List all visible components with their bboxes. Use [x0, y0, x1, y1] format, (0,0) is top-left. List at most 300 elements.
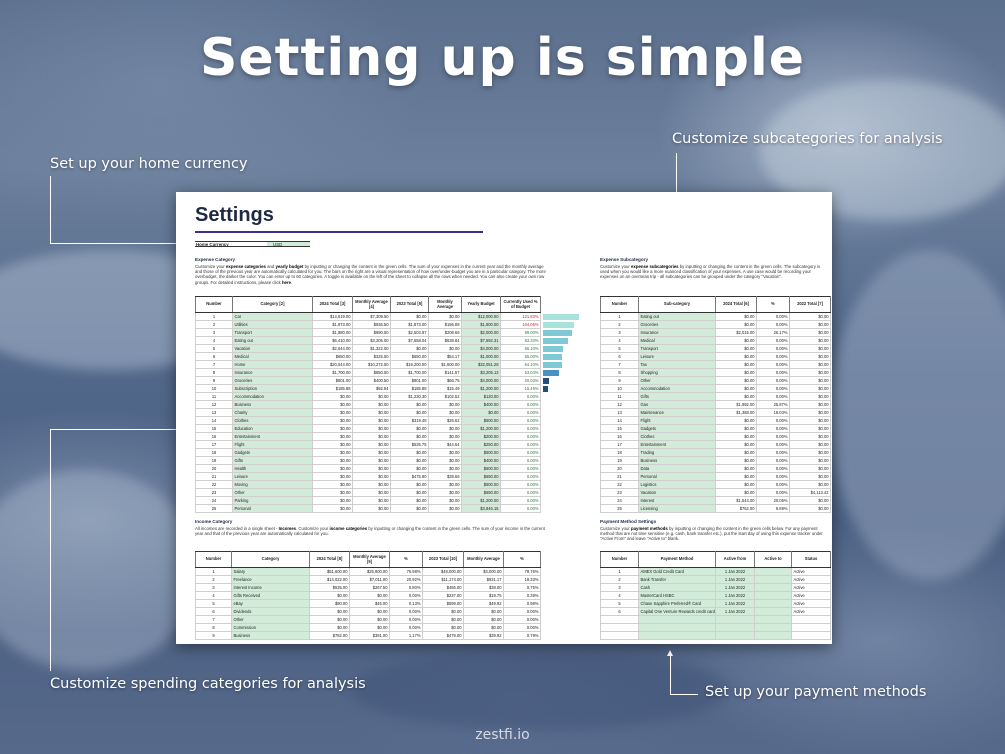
table-cell: 1.17%	[390, 632, 423, 640]
connector-line	[50, 243, 180, 244]
editable-cell[interactable]	[755, 584, 792, 592]
table-cell: $0.00	[313, 473, 353, 481]
editable-cell[interactable]: $500.00	[462, 449, 501, 457]
table-row	[601, 481, 831, 489]
table-cell: $0.00	[716, 417, 757, 425]
table-row	[196, 433, 541, 441]
editable-cell[interactable]: Flight	[639, 417, 716, 425]
editable-cell[interactable]: $120.00	[462, 393, 501, 401]
table-cell: $319.48	[391, 417, 429, 425]
table-row	[196, 385, 541, 393]
editable-cell[interactable]: Interest Income	[232, 584, 310, 592]
editable-cell[interactable]: Car	[233, 313, 313, 321]
editable-cell[interactable]: $3,205.13	[462, 369, 501, 377]
table-cell: 0.00%	[757, 353, 790, 361]
editable-cell[interactable]: Transport	[639, 345, 716, 353]
editable-cell[interactable]: Dividends	[232, 608, 310, 616]
editable-cell[interactable]: Personal	[233, 505, 313, 513]
editable-cell[interactable]	[755, 576, 792, 584]
table-cell: 6	[196, 353, 233, 361]
table-cell: Active	[792, 600, 831, 608]
table-cell: $0.00	[790, 473, 831, 481]
table-cell: $0.00	[391, 457, 429, 465]
connector-line	[50, 176, 51, 243]
description-text: Customize your	[600, 526, 632, 531]
table-row	[196, 401, 541, 409]
editable-cell[interactable]: Insurance	[639, 329, 716, 337]
editable-cell[interactable]: $0.00	[462, 409, 501, 417]
table-row	[196, 505, 541, 513]
editable-cell[interactable]: Personal	[639, 473, 716, 481]
table-cell: 20.92%	[390, 576, 423, 584]
table-cell: $19,200.00	[391, 361, 429, 369]
column-header: Number	[196, 297, 233, 313]
editable-cell[interactable]: Home	[233, 361, 313, 369]
editable-cell[interactable]: Education	[233, 425, 313, 433]
editable-cell[interactable]: Accommodation	[233, 393, 313, 401]
editable-cell[interactable]: Other	[233, 489, 313, 497]
editable-cell[interactable]: Clothes	[233, 417, 313, 425]
editable-cell[interactable]: Subscription	[233, 385, 313, 393]
column-header: Monthly Average [9]	[350, 552, 390, 568]
table-row	[601, 592, 831, 600]
table-cell: 23	[196, 489, 233, 497]
table-row	[196, 481, 541, 489]
table-cell: 0.00%	[501, 481, 541, 489]
table-cell: $0.00	[353, 497, 391, 505]
table-cell: $0.00	[391, 505, 429, 513]
table-cell: $45.00	[350, 600, 390, 608]
table-cell: $267.50	[350, 584, 390, 592]
table-cell: $0.00	[716, 377, 757, 385]
table-row	[196, 600, 541, 608]
editable-cell[interactable]: Gifts Received	[232, 592, 310, 600]
editable-cell[interactable]: Eating out	[639, 313, 716, 321]
editable-cell[interactable]: Flight	[233, 441, 313, 449]
table-cell: $0.00	[310, 616, 350, 624]
table-cell: $0.00	[716, 361, 757, 369]
editable-cell[interactable]: eBay	[232, 600, 310, 608]
editable-cell[interactable]: Clothes	[639, 433, 716, 441]
table-cell: $650.00	[391, 353, 429, 361]
editable-cell[interactable]: $7,692.31	[462, 337, 501, 345]
column-header: Payment Method	[639, 552, 716, 568]
table-cell: $0.00	[790, 409, 831, 417]
table-row	[601, 449, 831, 457]
table-cell: $0.00	[353, 393, 391, 401]
table-cell: 18.33%	[504, 576, 541, 584]
table-cell: 0.00%	[757, 385, 790, 393]
table-cell: $0.00	[350, 608, 390, 616]
column-header: 2024 Total [6]	[716, 297, 757, 313]
editable-cell[interactable]: Logistics	[639, 481, 716, 489]
table-cell: $38.00	[464, 584, 504, 592]
description-text: Customize your	[600, 264, 632, 269]
description-text: income categories	[329, 526, 368, 531]
table-cell: 1	[196, 313, 233, 321]
editable-cell[interactable]: Gas	[639, 401, 716, 409]
table-row	[196, 377, 541, 385]
editable-cell[interactable]: $400.00	[462, 457, 501, 465]
table-cell: $39.92	[464, 632, 504, 640]
editable-cell[interactable]	[601, 632, 639, 640]
table-cell: 0.75%	[504, 584, 541, 592]
editable-cell[interactable]: $650.00	[462, 489, 501, 497]
table-row	[196, 568, 541, 576]
column-header: Currently Used % of Budget	[501, 297, 541, 313]
editable-cell[interactable]: Trading	[639, 449, 716, 457]
table-cell: $391.00	[350, 632, 390, 640]
table-cell: $0.00	[716, 337, 757, 345]
table-cell: $0.00	[313, 425, 353, 433]
table-cell: $0.00	[350, 592, 390, 600]
table-cell: $801.00	[313, 377, 353, 385]
editable-cell[interactable]: Charity	[233, 409, 313, 417]
budget-bar	[543, 378, 549, 384]
home-currency-input[interactable]: USD	[267, 241, 310, 247]
table-cell: 0.00%	[757, 369, 790, 377]
table-cell: $0.00	[790, 369, 831, 377]
editable-cell[interactable]	[639, 632, 716, 640]
editable-cell[interactable]	[716, 624, 755, 632]
editable-cell[interactable]: Vacation	[233, 345, 313, 353]
table-row	[196, 608, 541, 616]
editable-cell[interactable]: Tax	[639, 361, 716, 369]
table-cell: 0.98%	[504, 600, 541, 608]
table-row	[601, 576, 831, 584]
settings-sheet	[176, 192, 832, 644]
editable-cell[interactable]: Other	[232, 616, 310, 624]
table-cell: 78.76%	[504, 568, 541, 576]
table-cell: $208.66	[429, 329, 462, 337]
editable-cell[interactable]	[755, 616, 792, 624]
editable-cell[interactable]: Gifts	[639, 393, 716, 401]
editable-cell[interactable]: Utilities	[233, 321, 313, 329]
editable-cell[interactable]: Data	[639, 465, 716, 473]
table-cell: $44.64	[429, 441, 462, 449]
table-cell: $0.00	[464, 608, 504, 616]
table-cell: 0.00%	[757, 361, 790, 369]
table-cell: Active	[792, 584, 831, 592]
table-cell: 0.00%	[501, 409, 541, 417]
table-cell: $0.00	[429, 465, 462, 473]
editable-cell[interactable]: $3,846.15	[462, 505, 501, 513]
table-row	[196, 329, 541, 337]
table-row	[601, 632, 831, 640]
editable-cell[interactable]	[755, 568, 792, 576]
table-cell: $0.00	[429, 505, 462, 513]
table-cell: $0.00	[353, 457, 391, 465]
editable-cell[interactable]: Other	[639, 377, 716, 385]
table-row	[601, 624, 831, 632]
table-cell: $650.00	[313, 353, 353, 361]
editable-cell[interactable]: $4,000.00	[462, 377, 501, 385]
table-cell: $1,600.00	[429, 361, 462, 369]
editable-cell[interactable]	[755, 632, 792, 640]
table-cell: $0.00	[790, 353, 831, 361]
table-cell: $0.00	[790, 385, 831, 393]
table-cell: 0.00%	[757, 433, 790, 441]
table-cell: 15.49%	[501, 385, 541, 393]
editable-cell[interactable]: $250.00	[462, 441, 501, 449]
editable-cell[interactable]	[755, 592, 792, 600]
editable-cell[interactable]: Groceries	[233, 377, 313, 385]
editable-cell[interactable]: Vacation	[639, 489, 716, 497]
table-cell: 66.10%	[501, 345, 541, 353]
editable-cell[interactable]	[755, 600, 792, 608]
editable-cell[interactable]: Insurance	[233, 369, 313, 377]
editable-cell[interactable]	[792, 624, 831, 632]
table-cell: $0.00	[464, 616, 504, 624]
editable-cell[interactable]	[755, 608, 792, 616]
editable-cell[interactable]	[601, 616, 639, 624]
table-cell: $10,272.00	[353, 361, 391, 369]
editable-cell[interactable]: $2,000.00	[462, 329, 501, 337]
budget-bar	[543, 322, 574, 328]
editable-cell[interactable]: Chase Sapphire Preferred® Card	[639, 600, 716, 608]
editable-cell[interactable]	[792, 616, 831, 624]
table-cell: $0.00	[391, 489, 429, 497]
editable-cell[interactable]: Maintenance	[639, 409, 716, 417]
editable-cell[interactable]	[716, 632, 755, 640]
description-text: by inputting or changing the content in the green cells below. For any payment method that are not time sensitive (e.g. cash, bank transfer etc.), put the start day of using this expense tracker under "Active From" and leave "Active to" blank.	[600, 526, 823, 542]
table-cell: 2	[196, 576, 232, 584]
editable-cell[interactable]: Business	[639, 457, 716, 465]
table-cell: 6	[196, 608, 232, 616]
table-cell: $0.00	[716, 321, 757, 329]
editable-cell[interactable]: $12,000.00	[462, 313, 501, 321]
editable-cell[interactable]: $400.00	[462, 401, 501, 409]
table-row	[601, 568, 831, 576]
column-header: %	[504, 552, 541, 568]
editable-cell[interactable]: Cash	[639, 584, 716, 592]
table-cell: $535.00	[310, 584, 350, 592]
editable-cell[interactable]: Medical	[233, 353, 313, 361]
income-heading: Income Category	[195, 519, 233, 524]
table-row	[601, 393, 831, 401]
description-text: by inputting or changing the content in the green cells. The sum of your expenses in the current year and the monthly average and those of the previous year are automatically calculated for you. The bars on the right are a visual representation of how over/under-budget you are in a particular category. The more overbudget, the darker the color. You can enter up to 60 categories. A toggle is available on the left of the sheet to collapse all the rows when needed. You can also create your own row groups. For detailed instructions, please click	[195, 264, 546, 285]
table-cell: 14	[196, 417, 233, 425]
table-cell: $66.75	[429, 377, 462, 385]
table-row	[196, 441, 541, 449]
table-cell: $0.00	[353, 505, 391, 513]
editable-cell[interactable]: AMEX Gold Credit Card	[639, 568, 716, 576]
table-cell: $0.00	[353, 417, 391, 425]
table-cell: 121.83%	[501, 313, 541, 321]
editable-cell[interactable]: Business	[233, 401, 313, 409]
editable-cell[interactable]: $200.00	[462, 433, 501, 441]
table-cell: $0.00	[391, 409, 429, 417]
table-cell: $14,022.00	[310, 576, 350, 584]
editable-cell[interactable]: 1 Jan 2022	[716, 608, 755, 616]
table-cell: $51,600.00	[310, 568, 350, 576]
editable-cell[interactable]: Eating out	[233, 337, 313, 345]
editable-cell[interactable]: Gadgets	[639, 425, 716, 433]
table-cell: $0.00	[391, 481, 429, 489]
table-cell: $141.67	[429, 369, 462, 377]
table-row	[196, 584, 541, 592]
table-cell: $0.00	[429, 345, 462, 353]
table-row	[601, 321, 831, 329]
table-cell: 17	[196, 441, 233, 449]
editable-cell[interactable]: $600.00	[462, 465, 501, 473]
editable-cell[interactable]: $4,000.00	[462, 345, 501, 353]
table-cell: $535.75	[391, 441, 429, 449]
editable-cell[interactable]: $500.00	[462, 481, 501, 489]
editable-cell[interactable]: Medical	[639, 337, 716, 345]
table-cell: 0.00%	[501, 457, 541, 465]
editable-cell[interactable]: $1,200.00	[462, 385, 501, 393]
table-cell: 19	[601, 457, 639, 465]
table-cell: $599.00	[423, 600, 464, 608]
editable-cell[interactable]: 1 Jan 2022	[716, 584, 755, 592]
table-cell: 8	[196, 624, 232, 632]
table-cell: $0.00	[313, 457, 353, 465]
budget-bar	[543, 314, 579, 320]
table-cell: 15	[196, 425, 233, 433]
table-cell: $0.00	[716, 345, 757, 353]
table-cell: 0.00%	[501, 433, 541, 441]
editable-cell[interactable]	[792, 632, 831, 640]
payment-description	[600, 526, 828, 542]
editable-cell[interactable]: 1 Jan 2022	[716, 600, 755, 608]
editable-cell[interactable]: Entertainment	[233, 433, 313, 441]
editable-cell[interactable]: Salary	[232, 568, 310, 576]
table-cell: $0.00	[790, 441, 831, 449]
table-cell: 22	[601, 481, 639, 489]
table-row	[601, 441, 831, 449]
table-cell: $936.50	[353, 321, 391, 329]
table-cell: $54.17	[429, 353, 462, 361]
table-cell: $0.00	[353, 433, 391, 441]
editable-cell[interactable]: Freelance	[232, 576, 310, 584]
subcategory-heading: Expense Subcategory	[600, 257, 648, 262]
table-cell: $185.88	[313, 385, 353, 393]
editable-cell[interactable]: Groceries	[639, 321, 716, 329]
home-currency-label: Home Currency	[195, 241, 267, 247]
table-row	[601, 497, 831, 505]
table-cell: $1,992.00	[716, 401, 757, 409]
table-cell: 10	[601, 385, 639, 393]
column-header: Monthly Average	[429, 297, 462, 313]
editable-cell[interactable]: Commission	[232, 624, 310, 632]
table-cell: 0.79%	[504, 632, 541, 640]
table-cell: $14,619.00	[313, 313, 353, 321]
table-cell: 0.00%	[501, 401, 541, 409]
table-cell: $0.00	[313, 505, 353, 513]
table-cell: $0.00	[313, 401, 353, 409]
editable-cell[interactable]	[716, 616, 755, 624]
column-header: Status	[792, 552, 831, 568]
table-cell: 24	[196, 497, 233, 505]
editable-cell[interactable]: Entertainment	[639, 441, 716, 449]
table-row	[196, 489, 541, 497]
table-row	[196, 632, 541, 640]
table-cell: $0.00	[716, 425, 757, 433]
table-row	[601, 473, 831, 481]
table-cell: $237.00	[423, 592, 464, 600]
table-cell: 5	[196, 345, 233, 353]
editable-cell[interactable]: Gadgets	[233, 449, 313, 457]
editable-cell[interactable]: 1 Jan 2022	[716, 576, 755, 584]
editable-cell[interactable]	[755, 624, 792, 632]
table-cell: 23	[601, 489, 639, 497]
editable-cell[interactable]: Moving	[233, 481, 313, 489]
table-cell: $0.00	[313, 489, 353, 497]
editable-cell[interactable]: 1 Jan 2022	[716, 568, 755, 576]
editable-cell[interactable]: Capital One Venture Rewards credit card	[640, 609, 715, 614]
table-cell: 6	[601, 608, 639, 616]
table-cell: 16	[196, 433, 233, 441]
editable-cell[interactable]	[639, 624, 716, 632]
table-cell: $0.00	[313, 409, 353, 417]
editable-cell[interactable]: $650.00	[462, 473, 501, 481]
table-cell: $0.00	[391, 425, 429, 433]
editable-cell[interactable]: Licensing	[639, 505, 716, 513]
editable-cell[interactable]: $500.00	[462, 417, 501, 425]
editable-cell[interactable]: Leisure	[233, 473, 313, 481]
table-cell: 3	[601, 584, 639, 592]
title-underline	[195, 231, 483, 233]
editable-cell[interactable]: $1,800.00	[462, 321, 501, 329]
callout-currency: Set up your home currency	[50, 156, 248, 172]
table-cell: 1	[601, 568, 639, 576]
table-cell: $0.00	[350, 624, 390, 632]
editable-cell[interactable]: $32,051.28	[462, 361, 501, 369]
expense-heading: Expense Category	[195, 257, 236, 262]
editable-cell[interactable]: 1 Jan 2022	[716, 592, 755, 600]
editable-cell[interactable]: $1,200.00	[462, 425, 501, 433]
table-cell: 5	[601, 600, 639, 608]
table-row	[601, 337, 831, 345]
table-cell: $479.00	[423, 632, 464, 640]
editable-cell[interactable]: Health	[233, 465, 313, 473]
table-row	[196, 449, 541, 457]
table-cell: 104.06%	[501, 321, 541, 329]
connector-line	[670, 694, 698, 695]
table-cell: $3,205.00	[353, 337, 391, 345]
table-cell: $20,544.00	[313, 361, 353, 369]
table-row	[601, 616, 831, 624]
budget-bar	[543, 354, 562, 360]
table-cell: $801.00	[391, 377, 429, 385]
table-cell: $19.75	[464, 592, 504, 600]
table-cell: $39.66	[429, 473, 462, 481]
editable-cell[interactable]: Gifts	[233, 457, 313, 465]
editable-cell[interactable]: Business	[232, 632, 310, 640]
editable-cell[interactable]	[639, 616, 716, 624]
editable-cell[interactable]: Bank Transfer	[639, 576, 716, 584]
table-row	[196, 592, 541, 600]
table-cell: 21	[601, 473, 639, 481]
editable-cell[interactable]	[601, 624, 639, 632]
column-header: %	[390, 552, 423, 568]
table-cell: $0.00	[313, 497, 353, 505]
editable-cell[interactable]: Transport	[233, 329, 313, 337]
table-cell: $400.50	[353, 377, 391, 385]
editable-cell[interactable]: Shopping	[639, 369, 716, 377]
editable-cell[interactable]: $1,000.00	[462, 353, 501, 361]
column-header: Active from	[716, 552, 755, 568]
editable-cell[interactable]: Interest	[639, 497, 716, 505]
editable-cell[interactable]: Parking	[233, 497, 313, 505]
editable-cell[interactable]: $1,200.00	[462, 497, 501, 505]
editable-cell[interactable]: MasterCard HSBC	[639, 592, 716, 600]
editable-cell[interactable]: Leisure	[639, 353, 716, 361]
table-cell: $1,873.00	[391, 321, 429, 329]
table-cell: $0.00	[353, 465, 391, 473]
editable-cell[interactable]: Accommodation	[639, 385, 716, 393]
